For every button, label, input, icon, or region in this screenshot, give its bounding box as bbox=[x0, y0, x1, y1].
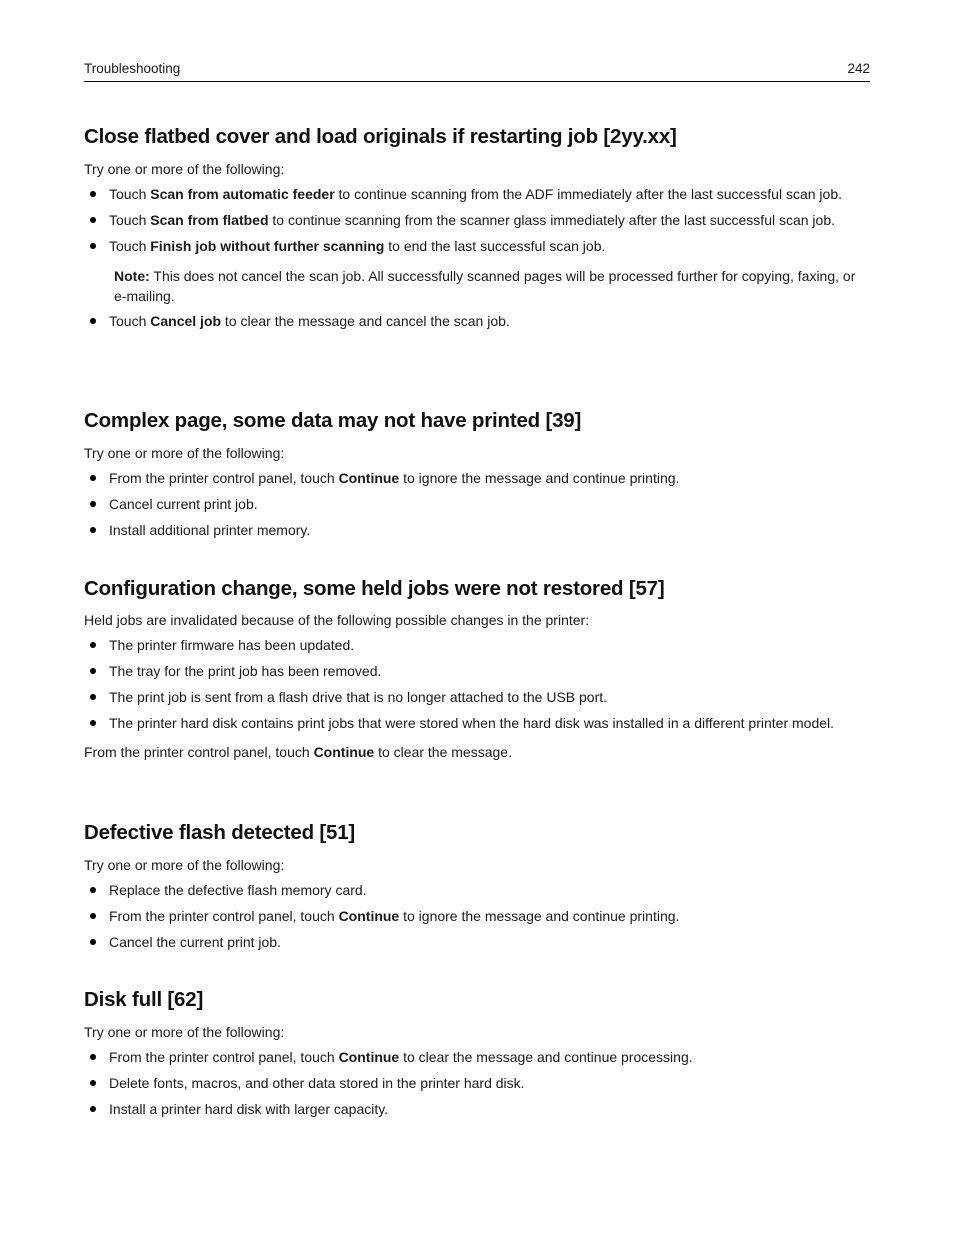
bullet-icon bbox=[90, 720, 96, 726]
section-close-flatbed-cover bbox=[84, 124, 870, 331]
section-heading: Defective flash detected [51] bbox=[84, 821, 356, 844]
list-item: Touch Finish job without further scanning to end the last successful scan job. bbox=[84, 236, 870, 256]
bullet-list bbox=[84, 468, 870, 540]
section-defective-flash bbox=[84, 820, 870, 952]
bullet-list bbox=[84, 311, 870, 331]
section-configuration-change bbox=[84, 576, 870, 762]
list-item: From the printer control panel, touch Continue to ignore the message and continue printing. bbox=[84, 906, 870, 926]
bullet-list bbox=[84, 635, 870, 733]
list-item: The printer firmware has been updated. bbox=[84, 635, 870, 655]
ui-label: Continue bbox=[338, 908, 400, 924]
ui-label: Continue bbox=[313, 744, 375, 760]
list-item: The print job is sent from a flash drive that is no longer attached to the USB port. bbox=[84, 687, 870, 707]
header-section-title: Troubleshooting bbox=[84, 61, 181, 76]
bullet-icon bbox=[90, 642, 96, 648]
bullet-icon bbox=[90, 217, 96, 223]
section-outro: From the printer control panel, touch Continue to clear the message. bbox=[84, 744, 512, 760]
list-item: Replace the defective flash memory card. bbox=[84, 880, 870, 900]
bullet-icon bbox=[90, 1054, 96, 1060]
bullet-icon bbox=[90, 694, 96, 700]
list-item: From the printer control panel, touch Continue to clear the message and continue processing. bbox=[84, 1047, 870, 1067]
list-item: Install additional printer memory. bbox=[84, 520, 870, 540]
ui-label: Continue bbox=[338, 470, 400, 486]
section-intro: Try one or more of the following: bbox=[84, 445, 285, 461]
list-item: Install a printer hard disk with larger capacity. bbox=[84, 1099, 870, 1119]
bullet-list bbox=[84, 1047, 870, 1119]
section-intro: Try one or more of the following: bbox=[84, 161, 285, 177]
section-complex-page bbox=[84, 408, 870, 540]
list-item: Touch Cancel job to clear the message and cancel the scan job. bbox=[84, 311, 870, 331]
list-item: The tray for the print job has been removed. bbox=[84, 661, 870, 681]
bullet-icon bbox=[90, 913, 96, 919]
section-heading: Configuration change, some held jobs were not restored [57] bbox=[84, 577, 665, 600]
section-disk-full bbox=[84, 987, 870, 1119]
ui-label: Continue bbox=[338, 1049, 400, 1065]
list-item: Touch Scan from automatic feeder to continue scanning from the ADF immediately after the last successful scan job. bbox=[84, 184, 870, 204]
section-intro: Try one or more of the following: bbox=[84, 857, 285, 873]
list-item: Cancel the current print job. bbox=[84, 932, 870, 952]
section-heading: Close flatbed cover and load originals if restarting job [2yy.xx] bbox=[84, 125, 677, 148]
section-intro: Try one or more of the following: bbox=[84, 1024, 285, 1040]
section-heading: Complex page, some data may not have printed [39] bbox=[84, 409, 582, 432]
list-item: The printer hard disk contains print jobs that were stored when the hard disk was installed in a different printer model. bbox=[84, 713, 870, 733]
bullet-icon bbox=[90, 1080, 96, 1086]
list-item: Delete fonts, macros, and other data stored in the printer hard disk. bbox=[84, 1073, 870, 1093]
note-label: Note: bbox=[114, 268, 150, 284]
bullet-icon bbox=[90, 939, 96, 945]
section-intro: Held jobs are invalidated because of the following possible changes in the printer: bbox=[84, 612, 590, 628]
bullet-icon bbox=[90, 501, 96, 507]
bullet-icon bbox=[90, 527, 96, 533]
page-number: 242 bbox=[847, 61, 870, 76]
bullet-icon bbox=[90, 475, 96, 481]
ui-label: Scan from automatic feeder bbox=[150, 186, 335, 202]
bullet-list bbox=[84, 880, 870, 952]
note bbox=[114, 266, 870, 306]
ui-label: Scan from flatbed bbox=[150, 212, 269, 228]
note-text: This does not cancel the scan job. All successfully scanned pages will be processed further for copying, faxing, or e-mailing. bbox=[114, 268, 856, 304]
running-header bbox=[84, 60, 870, 82]
bullet-icon bbox=[90, 243, 96, 249]
ui-label: Cancel job bbox=[150, 313, 222, 329]
bullet-icon bbox=[90, 887, 96, 893]
bullet-icon bbox=[90, 318, 96, 324]
section-heading: Disk full [62] bbox=[84, 988, 204, 1011]
bullet-icon bbox=[90, 191, 96, 197]
bullet-icon bbox=[90, 1106, 96, 1112]
list-item: From the printer control panel, touch Continue to ignore the message and continue printing. bbox=[84, 468, 870, 488]
bullet-list bbox=[84, 184, 870, 256]
list-item: Touch Scan from flatbed to continue scanning from the scanner glass immediately after the last successful scan job. bbox=[84, 210, 870, 230]
ui-label: Finish job without further scanning bbox=[150, 238, 385, 254]
list-item: Cancel current print job. bbox=[84, 494, 870, 514]
bullet-icon bbox=[90, 668, 96, 674]
